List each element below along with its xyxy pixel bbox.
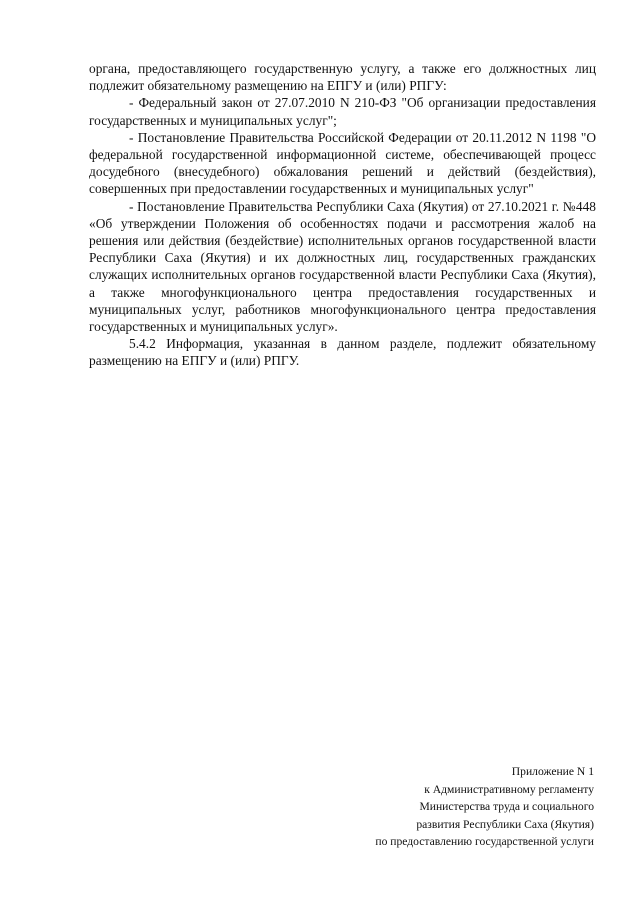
paragraph-sakha-resolution-448: - Постановление Правительства Республики Саха (Якутия) от 27.10.2021 г. №448 «Об утверждении Положения об особенностях подачи и рассмотрения жалоб на решения или действия (бездействие) исполнительных органов государственной власти Республики Саха (Якутия) и их должностных лиц, государственных гражданских служащих исполнительных органов государственной власти Республики Саха (Якутия), а также многофункционального центра предоставления государственных и муниципальных услуг, работников многофункционального центра предоставления государственных и муниципальных услуг». (89, 198, 596, 335)
paragraph-5-4-2: 5.4.2 Информация, указанная в данном разделе, подлежит обязательному размещению на ЕПГУ и (или) РПГУ. (89, 336, 596, 369)
appendix-service-line: по предоставлению государственной услуги (375, 835, 594, 849)
paragraph-continuation: органа, предоставляющего государственную услугу, а также его должностных лиц подлежит обязательному размещению на ЕПГУ и (или) РПГУ: (89, 61, 596, 94)
paragraph-federal-law-210: - Федеральный закон от 27.07.2010 N 210-ФЗ "Об организации предоставления государственных и муниципальных услуг"; (89, 95, 596, 128)
paragraph-government-resolution-1198: - Постановление Правительства Российской Федерации от 20.11.2012 N 1198 "О федеральной государственной информационной системе, обеспечивающей процесс досудебного (внесудебного) обжалования решений и действий (бездействия), совершенных при предоставлении государственных и муниципальных услуг" (89, 129, 596, 197)
appendix-heading (294, 763, 594, 851)
document-body (89, 60, 596, 370)
appendix-reference-line: к Административному регламенту (424, 782, 594, 796)
appendix-ministry-line: Министерства труда и социального (419, 800, 594, 814)
appendix-number: Приложение N 1 (511, 765, 594, 778)
appendix-ministry-region-line: развития Республики Саха (Якутия) (416, 817, 594, 831)
